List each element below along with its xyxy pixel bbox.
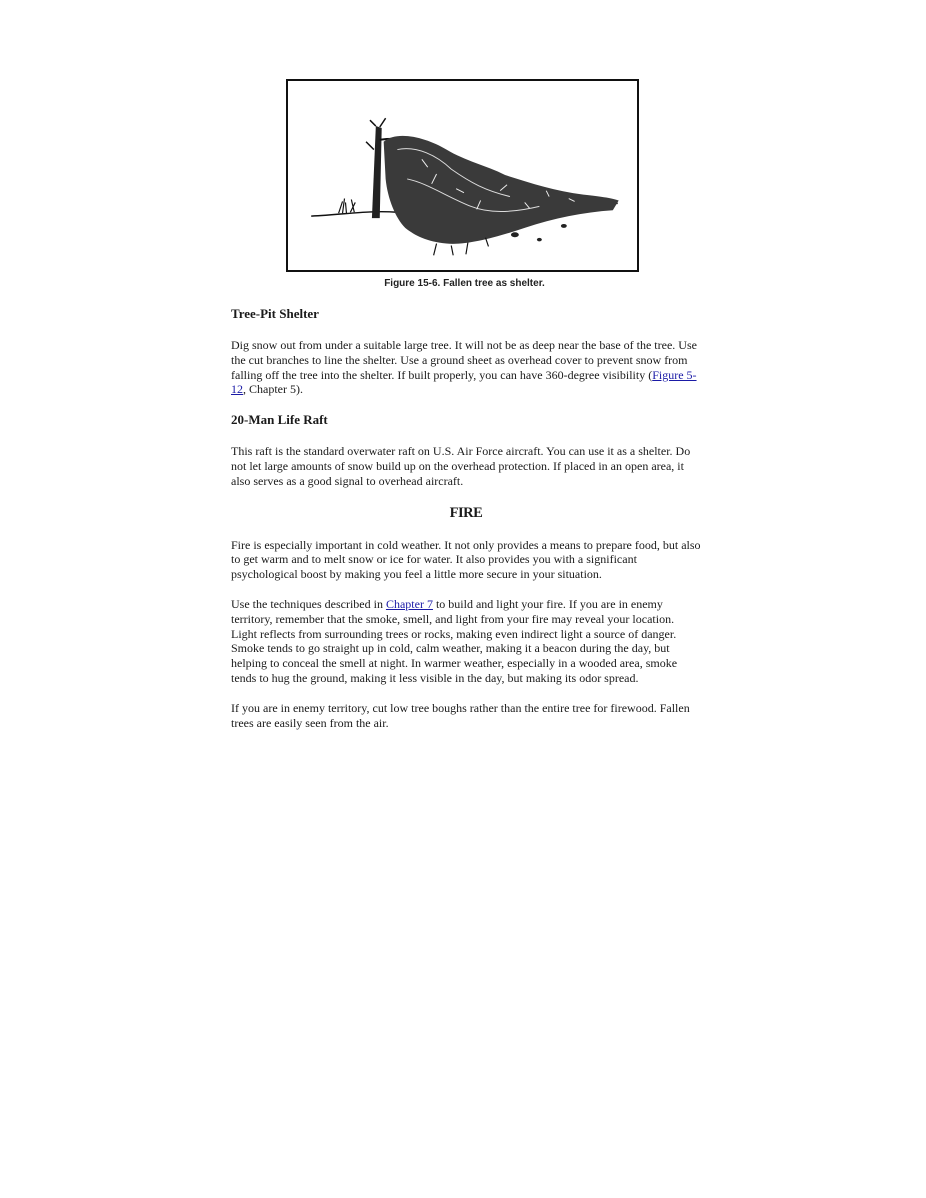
fire-paragraph-2-start: Use the techniques described in (231, 596, 386, 611)
life-raft-paragraph: This raft is the standard overwater raft on U.S. Air Force aircraft. You can use it as a shelter. Do not let large amounts of snow build up on the overhead protection. If placed in an open area, it also serves as a good signal to overhead aircraft. (231, 444, 691, 488)
life-raft-heading: 20-Man Life Raft (231, 412, 328, 428)
tree-pit-text-end: , Chapter 5). (243, 382, 303, 397)
tree-pit-shelter-paragraph (231, 338, 701, 397)
fire-paragraph-2-end: to build and light your fire. If you are in enemy territory, remember that the smoke, smell, and light from your fire may reveal your location. Light reflects from surrounding trees or rocks, making even indirect light a source of danger. Smoke tends to go straight up in cold, calm weather, making it a beacon during the day, but helping to conceal the smell at night. In warmer weather, especially in a wooded area, smoke tends to hug the ground, making it less visible in the day, but making its odor spread. (231, 596, 678, 685)
tree-pit-shelter-heading: Tree-Pit Shelter (231, 306, 319, 321)
figure-caption: Figure 15-6. Fallen tree as shelter. (384, 278, 545, 289)
fire-paragraph-3: If you are in enemy territory, cut low tree boughs rather than the entire tree for firewood. Fallen trees are easily seen from the air. (231, 700, 690, 730)
fallen-tree-illustration (288, 81, 637, 270)
fire-heading: FIRE (449, 504, 483, 521)
tree-pit-text: Dig snow out from under a suitable large tree. It will not be as deep near the base of the tree. Use the cut branches to line the shelter. Use a ground sheet as overhead cover to prevent snow from falling off the tree into the shelter. If built properly, you can have 360-degree visibility ( (231, 338, 697, 382)
chapter-7-link[interactable]: Chapter 7 (385, 596, 433, 611)
figure-5-12-link[interactable]: Figure 5-12 (231, 367, 697, 397)
fire-paragraph-1: Fire is especially important in cold weather. It not only provides a means to prepare food, but also to get warm and to melt snow or ice for water. It also provides you with a significant psychological boost by making you feel a little more secure in your situation. (231, 537, 701, 582)
fire-paragraph-2 (231, 597, 701, 686)
document-body (231, 306, 701, 745)
fallen-tree-shelter-figure (286, 79, 639, 272)
